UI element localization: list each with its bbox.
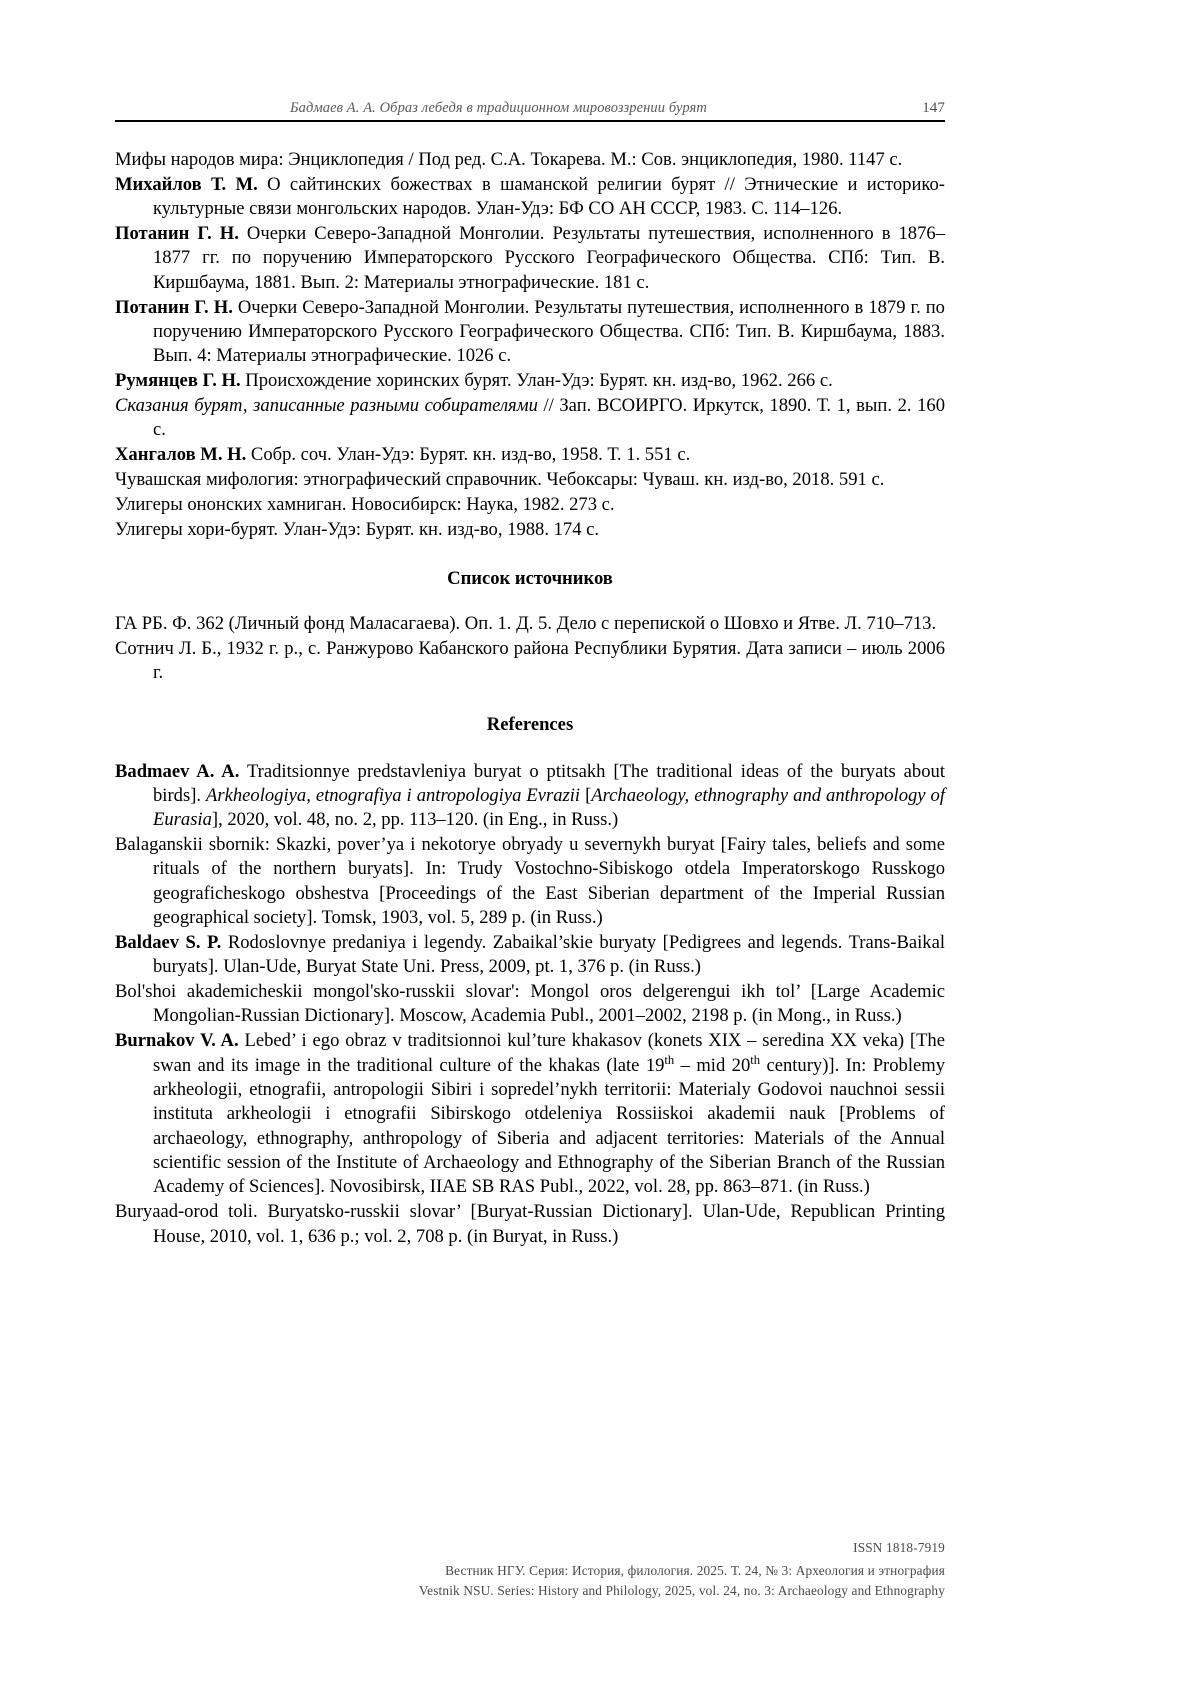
- running-head: [115, 100, 945, 120]
- reference-entry: Baldaev S. P. Rodoslovnye predaniya i legendy. Zabaikal’skie buryaty [Pedigrees and legends. Trans-Baikal buryats]. Ulan-Ude, Buryat State Uni. Press, 2009, pt. 1, 376 p. (in Russ.): [115, 931, 945, 978]
- reference-entry: Bol'shoi akademicheskii mongol'sko-russkii slovar': Mongol oros delgerengui ikh tol’ [Large Academic Mongolian-Russian Dictionary]. Moscow, Academia Publ., 2001–2002, 2198 p. (in Mong., in Russ.): [115, 981, 945, 1027]
- page-content: [115, 100, 945, 1249]
- bibliography-entry: Чувашская мифология: этнографический справочник. Чебоксары: Чуваш. кн. изд-во, 2018. 591 с.: [115, 468, 885, 490]
- sources-heading: Список источников: [447, 568, 613, 589]
- references-heading: References: [486, 713, 574, 735]
- bibliography-entry: Михайлов Т. М. О сайтинских божествах в шаманской религии бурят // Этнические и историко-культурные связи монгольских народов. Улан-Удэ: БФ СО АН СССР, 1983. С. 114–126.: [115, 173, 945, 220]
- reference-author: Baldaev S. P.: [115, 931, 222, 953]
- reference-entry: Badmaev A. A. Traditsionnye predstavleniya buryat o ptitsakh [The traditional ideas of the buryats about birds]. Arkheologiya, etnografiya i antropologiya Evrazii [Archaeology, ethnography and anthropology of Eurasia], 2020, vol. 48, no. 2, pp. 113–120. (in Eng., in Russ.): [115, 760, 946, 831]
- page-footer: [115, 1538, 945, 1602]
- bibliography-list: [115, 148, 945, 542]
- page-number: 147: [922, 100, 945, 116]
- references-list: [115, 760, 945, 1249]
- bibliography-entry: Хангалов М. Н. Собр. соч. Улан-Удэ: Бурят. кн. изд-во, 1958. Т. 1. 551 с.: [115, 444, 691, 466]
- bibliography-entry: Улигеры хори-бурят. Улан-Удэ: Бурят. кн. изд-во, 1988. 174 с.: [115, 518, 600, 540]
- reference-author: Badmaev A. A.: [115, 760, 240, 782]
- entry-author: Румянцев Г. Н.: [115, 370, 241, 392]
- source-entry: ГА РБ. Ф. 362 (Личный фонд Маласагаева). Оп. 1. Д. 5. Дело с перепиской о Шовхо и Ятве. Л. 710–713.: [115, 613, 937, 634]
- entry-author: Хангалов М. Н.: [115, 444, 247, 466]
- journal-title-en: Vestnik NSU. Series: History and Philology, 2025, vol. 24, no. 3: Archaeology and Ethnography: [418, 1583, 945, 1599]
- journal-title-ru: Вестник НГУ. Серия: История, филология. 2025. Т. 24, № 3: Археология и этнография: [445, 1562, 945, 1578]
- bibliography-entry: Румянцев Г. Н. Происхождение хоринских бурят. Улан-Удэ: Бурят. кн. изд-во, 1962. 266 с.: [115, 370, 833, 392]
- reference-entry: Balaganskii sbornik: Skazki, pover’ya i nekotorye obryady u severnykh buryat [Fairy tales, beliefs and some rituals of the northern buryats]. In: Trudy Vostochno-Sibiskogo otdela Imperatorskogo Russkogo geograficheskogo obshestva [Proceedings of the East Siberian department of the Imperial Russian geographical society]. Tomsk, 1903, vol. 5, 289 p. (in Russ.): [115, 834, 945, 929]
- header-rule: [115, 120, 945, 122]
- running-head-title: Бадмаев А. А. Образ лебедя в традиционном мировоззрении бурят: [290, 100, 707, 116]
- reference-entry: Burnakov V. A. Lebed’ i ego obraz v traditsionnoi kul’ture khakasov (konets XIX – seredina XX veka) [The swan and its image in the traditional culture of the khakas (late 19th – mid 20th century)]. In: Problemy arkheologii, etnografii, antropologii Sibiri i sopredel’nykh territorii: Materialy Godovoi nauchnoi sessii instituta arkheologii i etnografii Sibirskogo otdeleniya Rossiiskoi akademii nauk [Problems of archaeology, ethnography, anthropology of Siberia and adjacent territories: Materials of the Annual scientific session of the Institute of Archaeology and Ethnography of the Siberian Branch of the Russian Academy of Sciences]. Novosibirsk, IIAE SB RAS Publ., 2022, vol. 28, pp. 863–871. (in Russ.): [115, 1030, 945, 1198]
- reference-author: Burnakov V. A.: [115, 1030, 239, 1052]
- bibliography-entry: Потанин Г. Н. Очерки Северо-Западной Монголии. Результаты путешествия, исполненного в 1879 г. по поручению Императорского Русского Географического Общества. СПб: Тип. В. Киршбаума, 1883. Вып. 4: Материалы этнографические. 1026 с.: [115, 296, 945, 367]
- bibliography-entry: Улигеры ононских хамниган. Новосибирск: Наука, 1982. 273 с.: [115, 493, 615, 515]
- entry-author: Михайлов Т. М.: [115, 173, 258, 195]
- reference-entry: Buryaad-orod toli. Buryatsko-russkii slovar’ [Buryat-Russian Dictionary]. Ulan-Ude, Republican Printing House, 2010, vol. 1, 636 p.; vol. 2, 708 p. (in Buryat, in Russ.): [115, 1201, 945, 1247]
- issn-label: ISSN 1818-7919: [853, 1540, 945, 1555]
- source-entry: Сотнич Л. Б., 1932 г. р., с. Ранжурово Кабанского района Республики Бурятия. Дата записи – июль 2006 г.: [115, 637, 945, 684]
- entry-author: Потанин Г. Н.: [115, 223, 239, 245]
- bibliography-entry: Потанин Г. Н. Очерки Северо-Западной Монголии. Результаты путешествия, исполненного в 1876–1877 гг. по поручению Императорского Русского Географического Общества. СПб: Тип. В. Киршбаума, 1881. Вып. 2: Материалы этнографические. 181 с.: [115, 223, 945, 293]
- bibliography-entry: Сказания бурят, записанные разными собирателями // Зап. ВСОИРГО. Иркутск, 1890. Т. 1, вып. 2. 160 с.: [115, 394, 945, 441]
- entry-author: Потанин Г. Н.: [115, 296, 233, 318]
- sources-list: [115, 612, 945, 686]
- entry-title-italic: Сказания бурят, записанные разными собирателями: [115, 394, 538, 416]
- bibliography-entry: Мифы народов мира: Энциклопедия / Под ред. С.А. Токарева. М.: Сов. энциклопедия, 1980. 1147 с.: [115, 149, 903, 170]
